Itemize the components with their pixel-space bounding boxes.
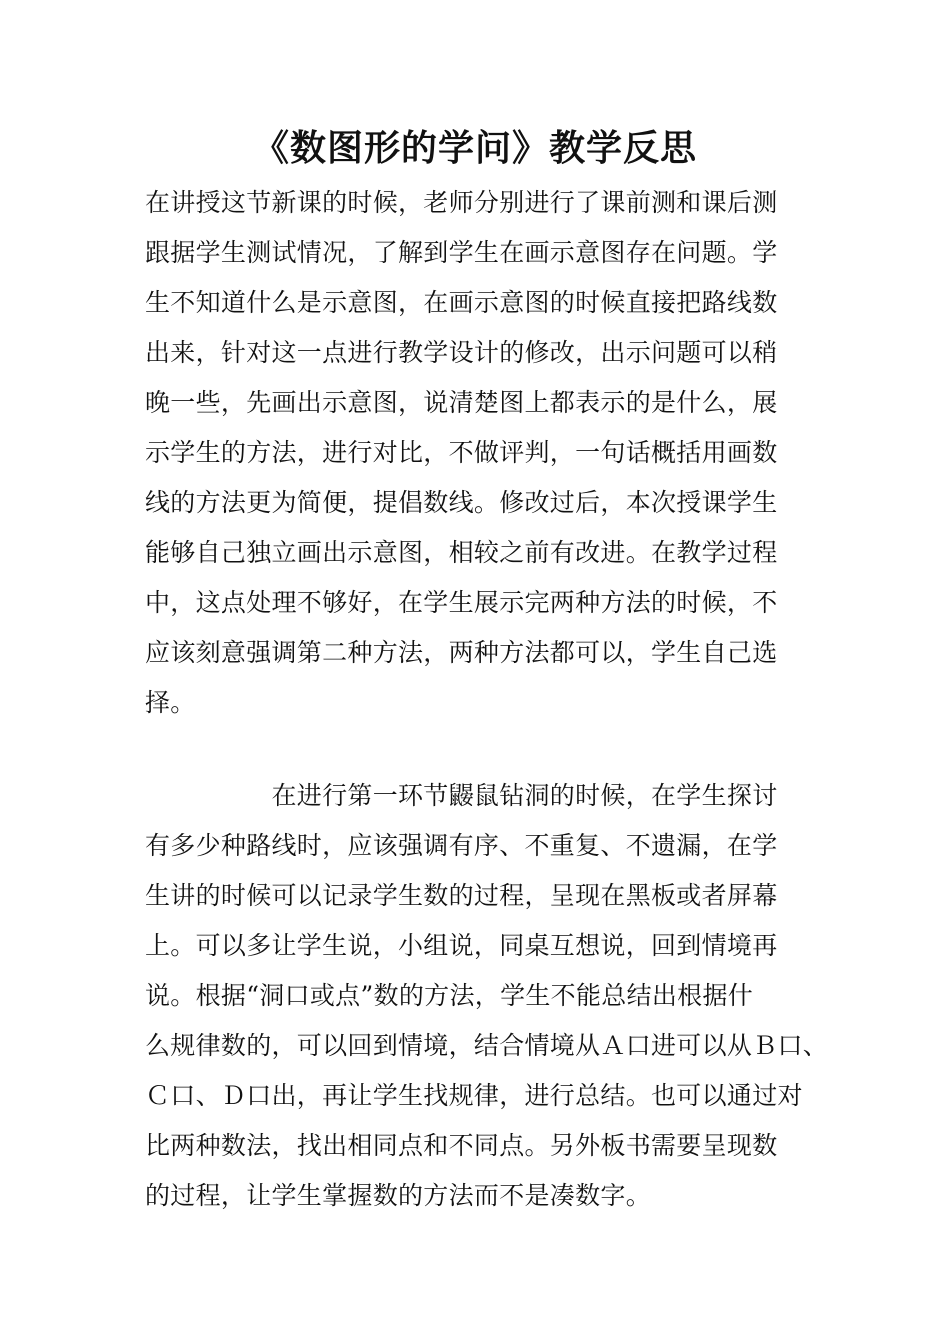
- paragraph-2: [145, 771, 829, 1221]
- text-line: 上。可以多让学生说，小组说，同桌互想说，回到情境再: [145, 931, 778, 960]
- text-line: 在进行第一环节鼹鼠钻洞的时候，在学生探讨: [145, 781, 778, 810]
- text-line: 线的方法更为简便，提倡数线。修改过后，本次授课学生: [145, 488, 778, 517]
- text-line: 生不知道什么是示意图，在画示意图的时候直接把路线数: [145, 288, 778, 317]
- text-line: 择。: [145, 688, 196, 717]
- text-line: 在讲授这节新课的时候，老师分别进行了课前测和课后测: [145, 188, 778, 217]
- text-line: 晚一些，先画出示意图，说清楚图上都表示的是什么，展: [145, 388, 778, 417]
- text-line: 比两种数法，找出相同点和不同点。另外板书需要呈现数: [145, 1131, 778, 1160]
- text-line: 应该刻意强调第二种方法，两种方法都可以，学生自己选: [145, 638, 778, 667]
- text-line: 说。根据“洞口或点”数的方法，学生不能总结出根据什: [145, 981, 754, 1010]
- paragraph-1: [145, 178, 825, 728]
- text-line: 出来，针对这一点进行教学设计的修改，出示问题可以稍: [145, 338, 778, 367]
- text-line: Ｃ口、Ｄ口出，再让学生找规律，进行总结。也可以通过对: [145, 1081, 803, 1110]
- text-line: 生讲的时候可以记录学生数的过程，呈现在黑板或者屏幕: [145, 881, 778, 910]
- text-line: 有多少种路线时，应该强调有序、不重复、不遗漏，在学: [145, 831, 778, 860]
- document-title: 《数图形的学问》教学反思: [252, 127, 697, 169]
- text-line: 能够自己独立画出示意图，相较之前有改进。在教学过程: [145, 538, 778, 567]
- text-line: 跟据学生测试情况，了解到学生在画示意图存在问题。学: [145, 238, 778, 267]
- text-line: 示学生的方法，进行对比，不做评判，一句话概括用画数: [145, 438, 778, 467]
- text-line: 么规律数的，可以回到情境，结合情境从Ａ口进可以从Ｂ口、: [145, 1031, 829, 1060]
- text-line: 的过程，让学生掌握数的方法而不是凑数字。: [145, 1181, 652, 1210]
- text-line: 中，这点处理不够好，在学生展示完两种方法的时候，不: [145, 588, 778, 617]
